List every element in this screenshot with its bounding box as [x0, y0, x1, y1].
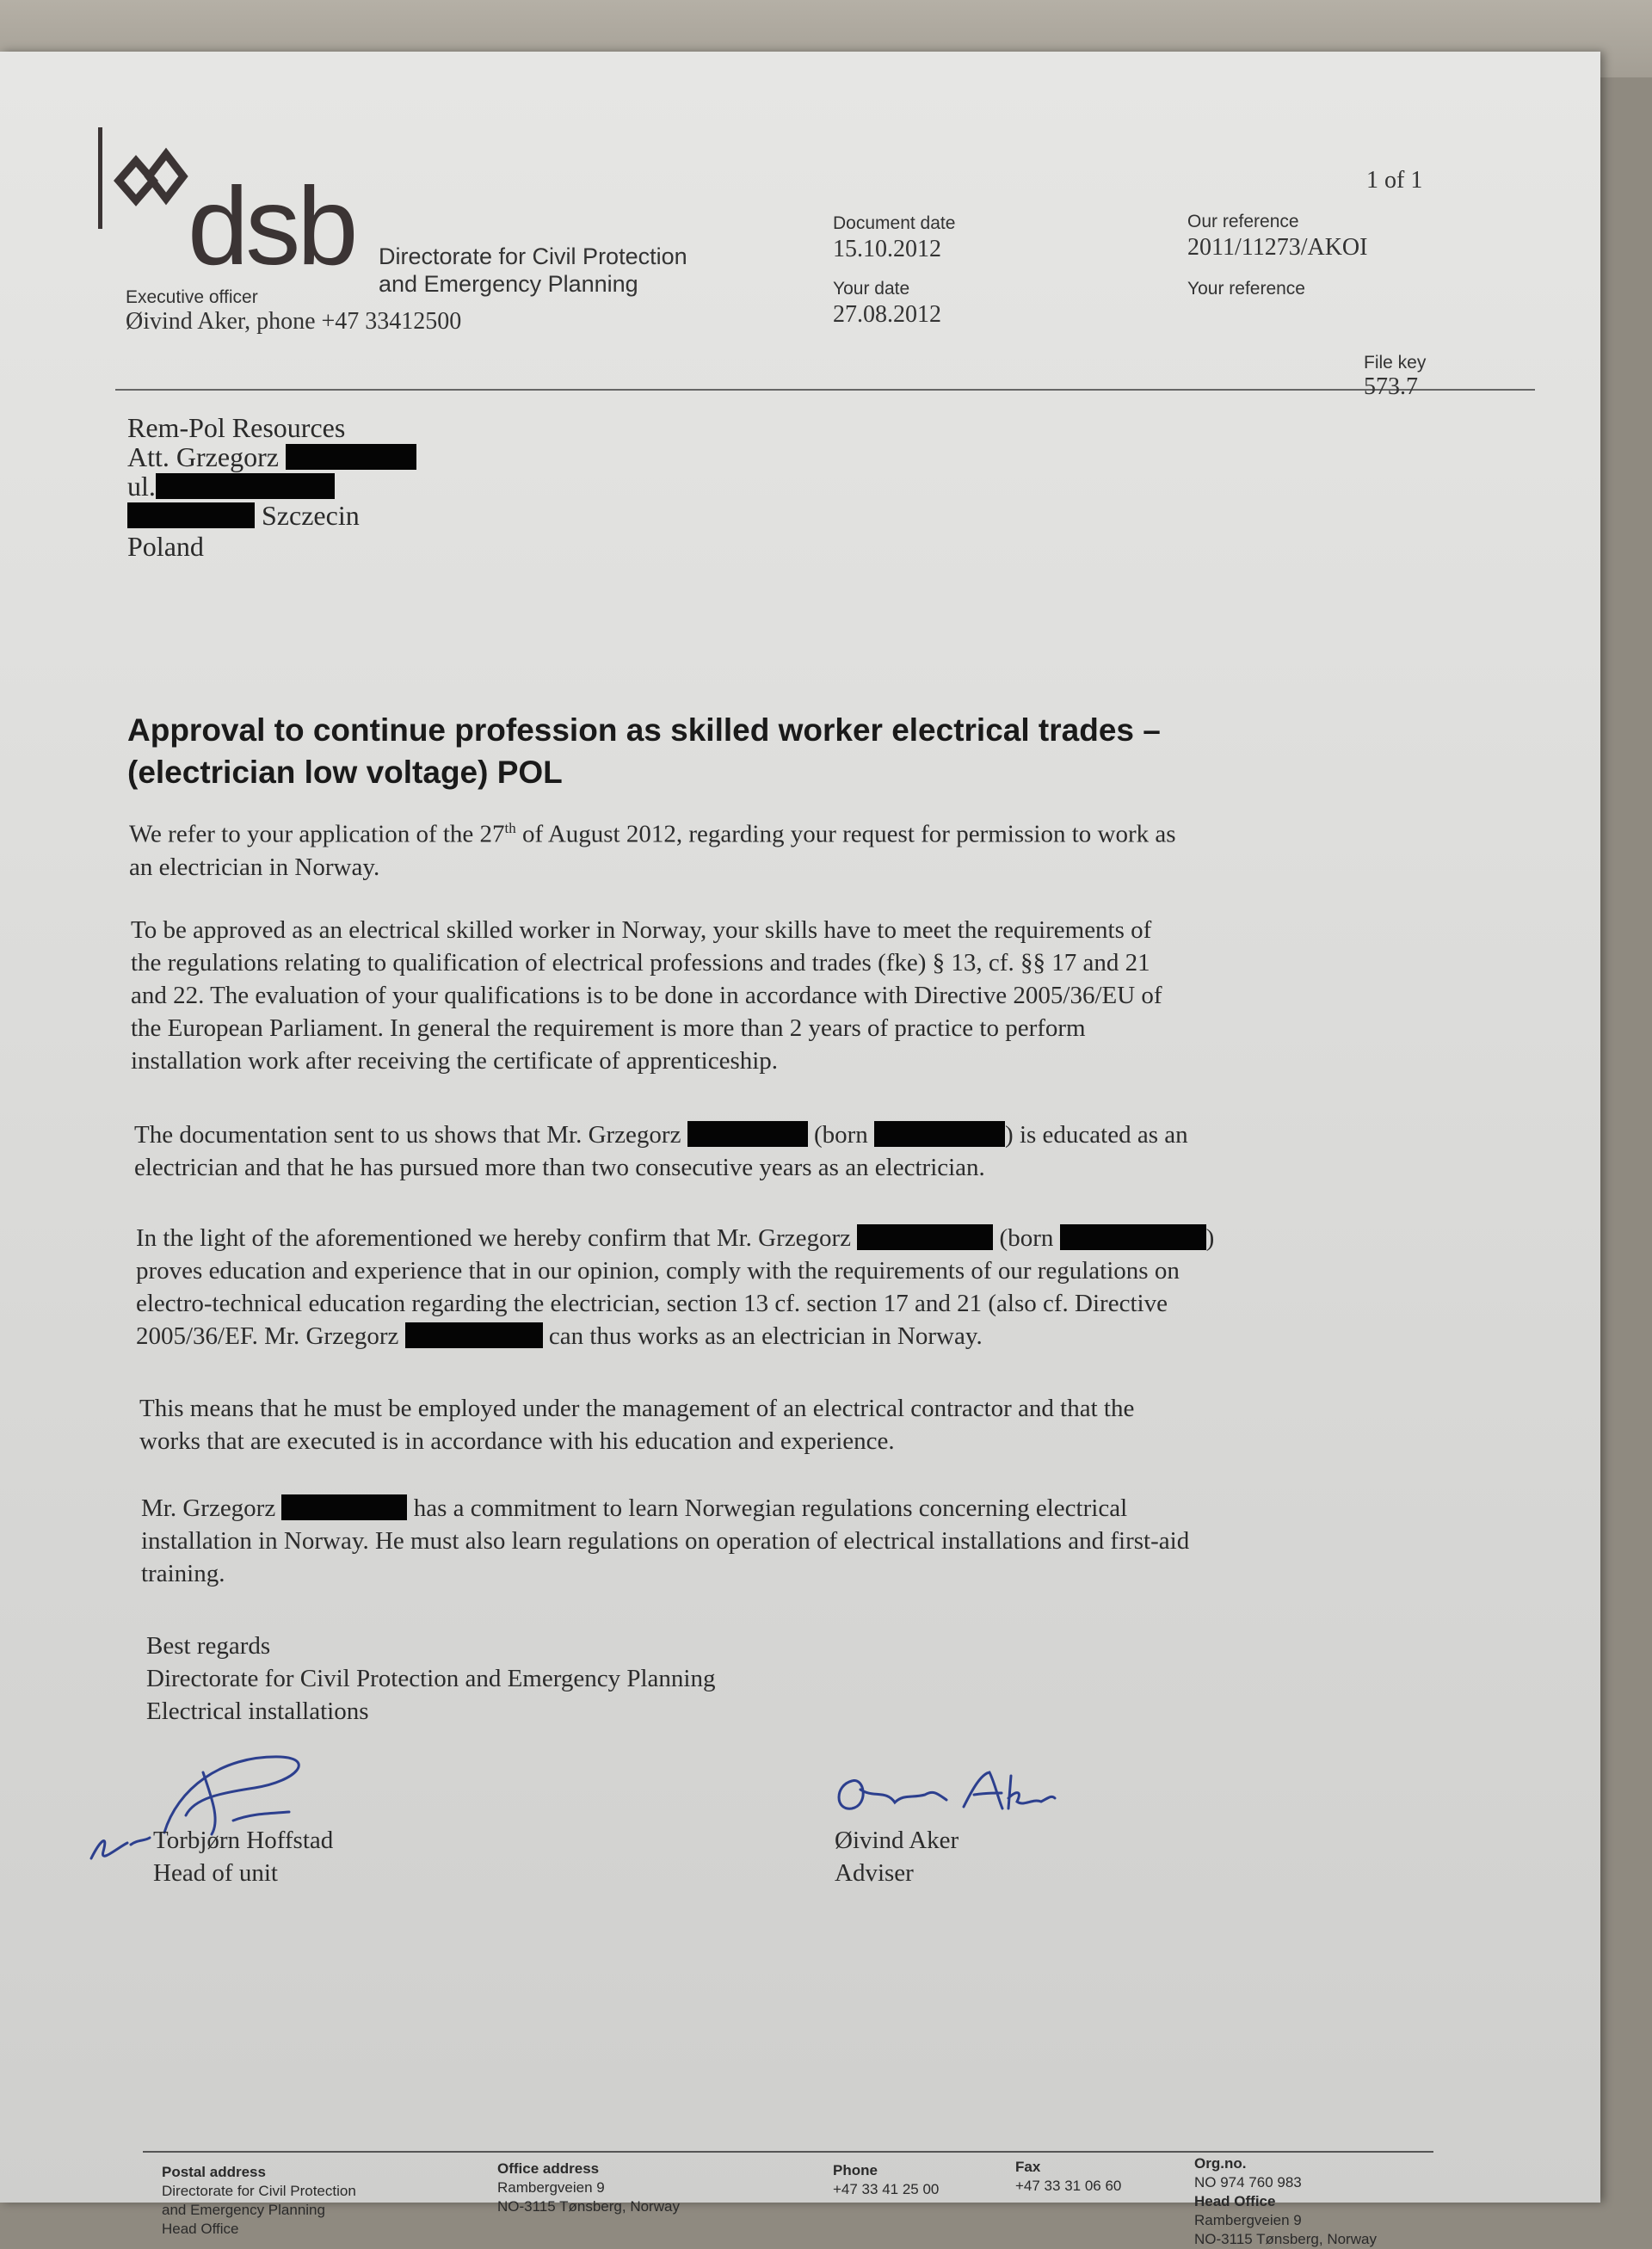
footer-postal-line: Directorate for Civil Protection: [162, 2183, 356, 2199]
letter-title: [127, 709, 1366, 793]
paragraph-2-line: the regulations relating to qualification of electrical professions and trades (fke) § 13, cf. §§ 17 and 21: [131, 949, 1150, 977]
p4-text-b: (born: [999, 1224, 1054, 1252]
footer-postal-line: Head Office: [162, 2221, 239, 2237]
redaction-bar: [857, 1224, 993, 1250]
paragraph-4-line4: [136, 1320, 1427, 1352]
document-date: 15.10.2012: [833, 236, 941, 262]
right-signature-icon: [826, 1764, 1058, 1824]
recipient-city-text: Szczecin: [262, 500, 360, 531]
closing-line2: Directorate for Civil Protection and Emergency Planning: [146, 1665, 716, 1692]
p6-text-a: Mr. Grzegorz: [141, 1494, 276, 1522]
letter-title-line2: (electrician low voltage) POL: [127, 755, 563, 790]
closing-line1: Best regards: [146, 1632, 271, 1660]
logo-bar: [98, 127, 102, 229]
paragraph-6-line3: training.: [141, 1560, 225, 1587]
your-reference-label: Your reference: [1187, 279, 1305, 299]
footer-office-line: NO-3115 Tønsberg, Norway: [497, 2198, 680, 2215]
paragraph-3: [134, 1118, 1425, 1184]
file-key-label: File key: [1364, 353, 1427, 373]
footer-phone-label: Phone: [833, 2162, 878, 2178]
footer-phone: [833, 2161, 939, 2199]
our-reference: 2011/11273/AKOI: [1187, 234, 1368, 261]
paragraph-3-line2: electrician and that he has pursued more than two consecutive years as an electrician.: [134, 1154, 985, 1181]
redaction-bar: [874, 1121, 1005, 1147]
redaction-bar: [156, 473, 335, 499]
paragraph-1-line1: [129, 812, 1420, 851]
paragraph-5-line1: This means that he must be employed under the management of an electrical contractor and that the: [139, 1395, 1135, 1422]
paragraph-1-line2: an electrician in Norway.: [129, 853, 380, 881]
redaction-bar: [687, 1121, 808, 1147]
p3-text-a: The documentation sent to us shows that Mr. Grzegorz: [134, 1121, 681, 1149]
your-date: 27.08.2012: [833, 301, 941, 328]
p4-text-f: 2005/36/EF. Mr. Grzegorz: [136, 1322, 399, 1350]
paragraph-4-line3: electro-technical education regarding the electrician, section 13 cf. section 17 and 21 (also cf. Directive: [136, 1290, 1168, 1317]
redaction-bar: [1060, 1224, 1206, 1250]
header-divider: [115, 389, 1535, 391]
paragraph-6-line2: installation in Norway. He must also learn regulations on operation of electrical installations and first-aid: [141, 1527, 1190, 1555]
paragraph-1: [129, 812, 1420, 884]
footer-office-line: Rambergveien 9: [497, 2179, 605, 2196]
paragraph-3-line1: [134, 1118, 1425, 1151]
our-reference-label: Our reference: [1187, 212, 1299, 231]
p4-text-g: can thus works as an electrician in Norway.: [548, 1322, 983, 1350]
recipient-attention: [127, 442, 416, 471]
executive-officer: Øivind Aker, phone +47 33412500: [126, 308, 462, 335]
page-number: 1 of 1: [1366, 167, 1423, 194]
recipient-city: [127, 501, 360, 530]
redaction-bar: [405, 1322, 543, 1348]
p1-text-b: of August 2012, regarding your request for permission to work as: [515, 820, 1176, 848]
footer-postal-line: and Emergency Planning: [162, 2202, 325, 2218]
p6-text-b: has a commitment to learn Norwegian regulations concerning electrical: [413, 1494, 1128, 1522]
footer-office-address: [497, 2160, 680, 2216]
file-key: 573.7: [1364, 373, 1418, 400]
footer-org-line: Rambergveien 9: [1194, 2212, 1302, 2228]
footer-postal-address: [162, 2163, 356, 2239]
footer-postal-label: Postal address: [162, 2164, 266, 2180]
footer-org-number: [1194, 2154, 1377, 2249]
p1-superscript: th: [504, 820, 516, 836]
p3-text-c: ) is educated as an: [1005, 1121, 1188, 1149]
p4-text-c: ): [1205, 1224, 1215, 1252]
executive-officer-label: Executive officer: [126, 287, 258, 307]
footer-org-label: Org.no.: [1194, 2155, 1247, 2172]
footer-org-line: NO-3115 Tønsberg, Norway: [1194, 2231, 1377, 2247]
recipient-street-text: ul.: [127, 471, 156, 502]
paragraph-6-line1: [141, 1492, 1432, 1525]
footer-office-label: Office address: [497, 2160, 600, 2177]
logo-wordmark: dsb: [188, 165, 355, 288]
paragraph-4: [136, 1222, 1427, 1352]
letter-page: [0, 52, 1600, 2247]
left-signatory-title: Head of unit: [153, 1859, 278, 1887]
footer-fax-label: Fax: [1015, 2159, 1041, 2175]
p1-text-a: We refer to your application of the 27: [129, 820, 505, 848]
recipient-street: [127, 471, 335, 501]
org-name-line1: Directorate for Civil Protection: [379, 243, 687, 269]
recipient-country: Poland: [127, 531, 204, 562]
paragraph-2: [131, 914, 1421, 1077]
paragraph-2-line: To be approved as an electrical skilled worker in Norway, your skills have to meet the requirements of: [131, 916, 1152, 944]
recipient-attention-text: Att. Grzegorz: [127, 441, 279, 472]
redaction-bar: [286, 444, 416, 470]
org-name-line2: and Emergency Planning: [379, 271, 638, 297]
paragraph-5-line2: works that are executed is in accordance with his education and experience.: [139, 1427, 895, 1455]
footer-fax: [1015, 2158, 1121, 2196]
paragraph-2-line: the European Parliament. In general the requirement is more than 2 years of practice to perform: [131, 1014, 1086, 1042]
paragraph-5: [139, 1392, 1430, 1457]
document-date-label: Document date: [833, 213, 956, 233]
footer-divider: [143, 2151, 1433, 2153]
right-signatory-name: Øivind Aker: [835, 1827, 959, 1854]
paragraph-4-line1: [136, 1222, 1427, 1254]
redaction-bar: [127, 502, 255, 528]
paragraph-6: [141, 1492, 1432, 1590]
p3-text-b: (born: [813, 1121, 868, 1149]
paragraph-4-line2: proves education and experience that in our opinion, comply with the requirements of our regulations on: [136, 1257, 1180, 1285]
recipient-company: Rem-Pol Resources: [127, 412, 346, 443]
left-signatory-name: Torbjørn Hoffstad: [153, 1827, 334, 1854]
p4-text-a: In the light of the aforementioned we hereby confirm that Mr. Grzegorz: [136, 1224, 852, 1252]
letter-title-line1: Approval to continue profession as skilled worker electrical trades –: [127, 712, 1161, 748]
footer-phone-value: +47 33 41 25 00: [833, 2181, 940, 2197]
footer-org-line: Head Office: [1194, 2193, 1276, 2209]
paragraph-2-line: installation work after receiving the certificate of apprenticeship.: [131, 1047, 779, 1075]
redaction-bar: [281, 1494, 407, 1520]
closing: [146, 1630, 715, 1728]
closing-line3: Electrical installations: [146, 1698, 369, 1725]
right-signatory-title: Adviser: [835, 1859, 914, 1887]
your-date-label: Your date: [833, 279, 910, 299]
footer-org-line: NO 974 760 983: [1194, 2174, 1302, 2190]
paragraph-2-line: and 22. The evaluation of your qualifications is to be done in accordance with Directive 2005/36/EU of: [131, 982, 1162, 1009]
footer-fax-value: +47 33 31 06 60: [1015, 2178, 1122, 2194]
